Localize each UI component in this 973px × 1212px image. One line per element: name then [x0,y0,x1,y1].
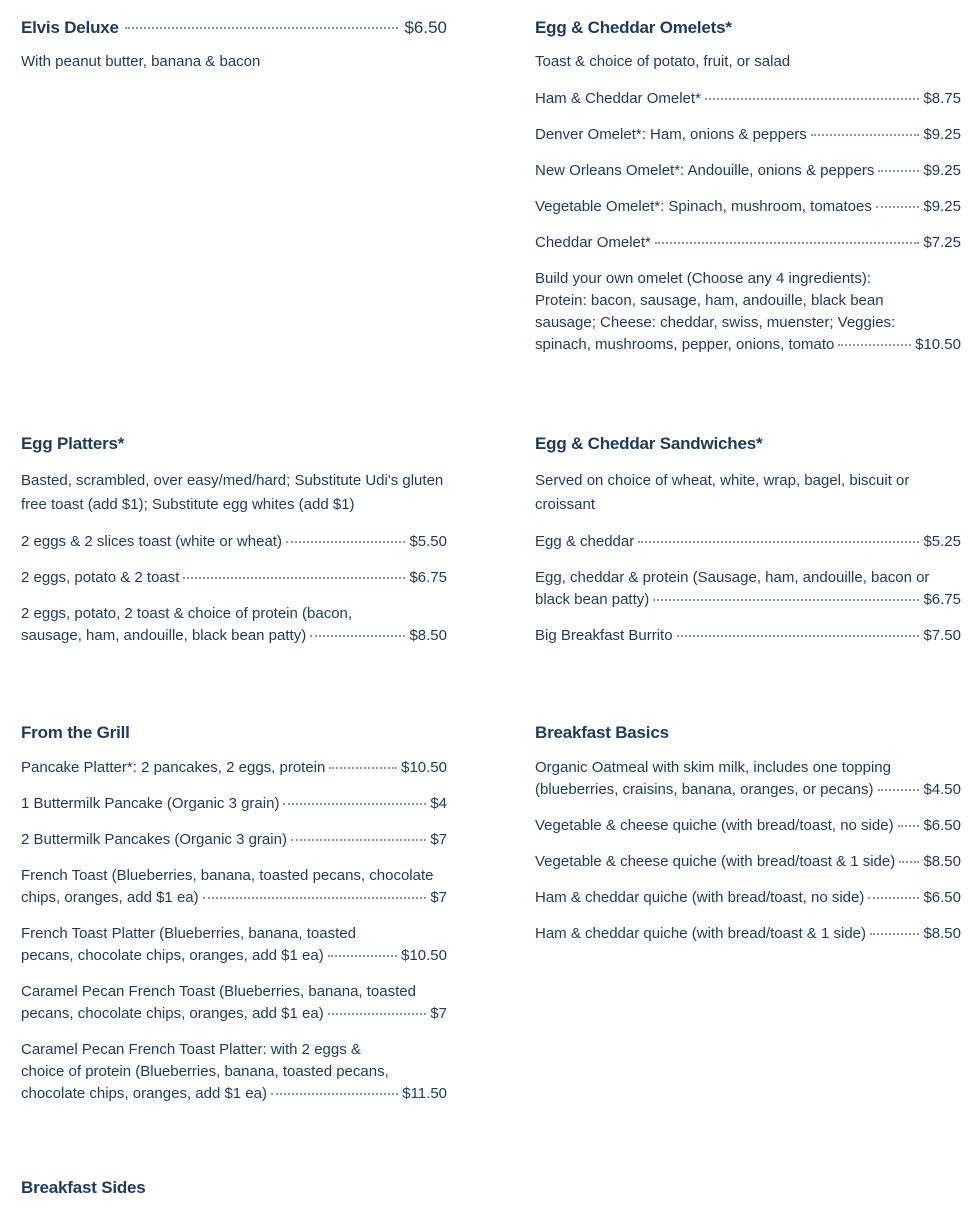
menu-item [21,603,447,647]
dot-leader [838,344,911,346]
item-text: Caramel Pecan French Toast Platter: with 2 eggs & [21,1041,361,1058]
item-price-row [535,589,961,611]
item-line [21,865,447,887]
item-price-row [535,88,961,110]
menu-item [535,757,961,801]
item-price-row [535,232,961,254]
dot-leader [271,1093,398,1095]
section-title: Egg & Cheddar Omelets* [535,18,732,37]
item-price: $11.50 [402,1085,447,1102]
item-price: $6.75 [923,591,961,608]
item-price: $7 [430,831,447,848]
item-text: Vegetable & cheese quiche (with bread/toast, no side) [535,817,894,834]
item-price-row [21,1003,447,1025]
menu-item [21,793,447,815]
item-price: $7.25 [923,234,961,251]
item-price-row [21,829,447,851]
item-price: $8.50 [409,627,447,644]
item-price-row [21,531,447,553]
item-text: chips, oranges, add $1 ea) [21,889,199,906]
item-price: $6.50 [923,817,961,834]
menu-item [535,815,961,837]
desc-line: Served on choice of wheat, white, wrap, bagel, biscuit or [535,472,910,489]
section-description [21,469,447,517]
menu-item [21,757,447,779]
dot-leader [898,825,920,827]
menu-item [21,829,447,851]
item-text: 2 eggs, potato & 2 toast [21,569,180,586]
item-price: $8.75 [923,90,961,107]
item-line [535,567,961,589]
menu-item [535,851,961,873]
menu-item [21,531,447,553]
section-description [535,469,961,517]
dot-leader [328,955,397,957]
item-price-row [535,887,961,909]
dot-leader [125,27,399,29]
menu-item [535,268,961,356]
dot-leader [878,789,920,791]
menu-item [535,567,961,611]
item-text: chocolate chips, oranges, add $1 ea) [21,1085,267,1102]
dot-leader [868,897,919,899]
item-price: $4.50 [923,781,961,798]
item-price: $7.50 [923,627,961,644]
section-title: From the Grill [21,723,130,742]
item-text: Egg, cheddar & protein (Sausage, ham, andouille, bacon or [535,569,930,586]
item-line [535,268,961,290]
dot-leader [870,933,919,935]
item-list [21,757,447,1105]
item-list [535,88,961,356]
menu-item [535,531,961,553]
section-from-the-grill [21,723,447,1119]
dot-leader [203,897,427,899]
item-text: Big Breakfast Burrito [535,627,673,644]
item-price: $9.25 [923,162,961,179]
item-price-row [21,793,447,815]
dot-leader [705,98,920,100]
menu-item [535,232,961,254]
dot-leader [329,767,397,769]
menu-item [535,887,961,909]
item-price-row [535,196,961,218]
item-price-row [21,567,447,589]
dot-leader [638,541,919,543]
item-text: Ham & Cheddar Omelet* [535,90,701,107]
item-line [535,312,961,334]
item-line [535,757,961,779]
menu-item [535,625,961,647]
item-text: (blueberries, craisins, banana, oranges, or pecans) [535,781,874,798]
item-text: Protein: bacon, sausage, ham, andouille, black bean [535,292,884,309]
item-price-row [535,160,961,182]
elvis-title-row [21,18,447,38]
menu-item [535,923,961,945]
item-line [21,981,447,1003]
dot-leader [899,861,919,863]
dot-leader [876,206,920,208]
item-text: Build your own omelet (Choose any 4 ingredients): [535,270,872,287]
desc-line: free toast (add $1); Substitute egg whites (add $1) [21,496,355,513]
item-text: Organic Oatmeal with skim milk, includes one topping [535,759,891,776]
item-list [535,757,961,945]
item-price: $10.50 [401,759,447,776]
item-text: pecans, chocolate chips, oranges, add $1 ea) [21,1005,324,1022]
section-title: Elvis Deluxe [21,18,119,37]
section-description: With peanut butter, banana & bacon [21,53,261,70]
item-text: New Orleans Omelet*: Andouille, onions & peppers [535,162,875,179]
dot-leader [878,170,919,172]
menu-item [21,981,447,1025]
item-price-row [21,1083,447,1105]
item-price: $6.50 [923,889,961,906]
item-price: $7 [430,1005,447,1022]
dot-leader [677,635,920,637]
item-price-row [535,815,961,837]
section-title: Breakfast Basics [535,723,669,742]
dot-leader [653,599,919,601]
section-elvis-deluxe [21,18,447,74]
desc-line: croissant [535,496,596,513]
section-title: Breakfast Sides [21,1178,146,1197]
item-price: $8.50 [923,925,961,942]
section-title: Egg & Cheddar Sandwiches* [535,434,763,453]
item-price: $5.50 [409,533,447,550]
item-line [21,1061,447,1083]
item-price-row [535,124,961,146]
item-price-row [535,779,961,801]
dot-leader [655,242,920,244]
menu-item [21,865,447,909]
item-text: 2 eggs & 2 slices toast (white or wheat) [21,533,282,550]
item-text: Ham & cheddar quiche (with bread/toast, no side) [535,889,865,906]
item-text: French Toast Platter (Blueberries, banana, toasted [21,925,356,942]
section-omelets [535,18,961,370]
item-line [21,923,447,945]
item-text: 1 Buttermilk Pancake (Organic 3 grain) [21,795,280,812]
item-price-row [21,757,447,779]
item-text: 2 eggs, potato, 2 toast & choice of protein (bacon, [21,605,353,622]
item-price: $8.50 [923,853,961,870]
item-text: Vegetable Omelet*: Spinach, mushroom, tomatoes [535,198,872,215]
menu-item [535,88,961,110]
item-price: $9.25 [923,198,961,215]
item-price-row [535,625,961,647]
item-text: Pancake Platter*: 2 pancakes, 2 eggs, protein [21,759,326,776]
item-text: sausage, ham, andouille, black bean patty) [21,627,307,644]
item-text: Denver Omelet*: Ham, onions & peppers [535,126,807,143]
desc-line: Basted, scrambled, over easy/med/hard; Substitute Udi's gluten [21,472,444,489]
item-price-row [21,625,447,647]
item-text: French Toast (Blueberries, banana, toasted pecans, chocolate [21,867,434,884]
item-text: pecans, chocolate chips, oranges, add $1 ea) [21,947,324,964]
section-breakfast-basics [535,723,961,959]
dot-leader [310,635,405,637]
item-price: $4 [430,795,447,812]
item-text: choice of protein (Blueberries, banana, toasted pecans, [21,1063,389,1080]
menu-item [535,124,961,146]
item-text: 2 Buttermilk Pancakes (Organic 3 grain) [21,831,287,848]
section-breakfast-sides [21,1178,447,1198]
item-price: $6.75 [409,569,447,586]
dot-leader [183,577,405,579]
item-price-row [21,887,447,909]
item-line [21,1039,447,1061]
item-list [21,531,447,647]
section-description: Toast & choice of potato, fruit, or salad [535,53,791,70]
dot-leader [291,839,426,841]
item-price: $9.25 [923,126,961,143]
menu-item [21,923,447,967]
menu-item [535,196,961,218]
item-text: Cheddar Omelet* [535,234,651,251]
dot-leader [328,1013,427,1015]
item-price: $10.50 [401,947,447,964]
item-price-row [535,851,961,873]
item-price-row [535,531,961,553]
item-text: Caramel Pecan French Toast (Blueberries, banana, toasted [21,983,416,1000]
item-text: Vegetable & cheese quiche (with bread/toast & 1 side) [535,853,896,870]
dot-leader [811,134,920,136]
item-line [535,290,961,312]
item-price: $6.50 [404,18,447,37]
item-price: $5.25 [923,533,961,550]
dot-leader [286,541,405,543]
item-list [535,531,961,647]
item-price: $10.50 [915,336,961,353]
item-text: black bean patty) [535,591,650,608]
item-text: spinach, mushrooms, pepper, onions, tomato [535,336,835,353]
item-price-row [535,923,961,945]
menu-item [535,160,961,182]
dot-leader [283,803,426,805]
item-text: Egg & cheddar [535,533,635,550]
item-price-row [21,945,447,967]
menu-item [21,567,447,589]
item-line [21,603,447,625]
item-text: Ham & cheddar quiche (with bread/toast & 1 side) [535,925,867,942]
item-price: $7 [430,889,447,906]
item-text: sausage; Cheese: cheddar, swiss, muenster; Veggies: [535,314,896,331]
menu-item [21,1039,447,1105]
item-price-row [535,334,961,356]
section-egg-platters [21,434,447,661]
section-sandwiches [535,434,961,661]
section-title: Egg Platters* [21,434,125,453]
